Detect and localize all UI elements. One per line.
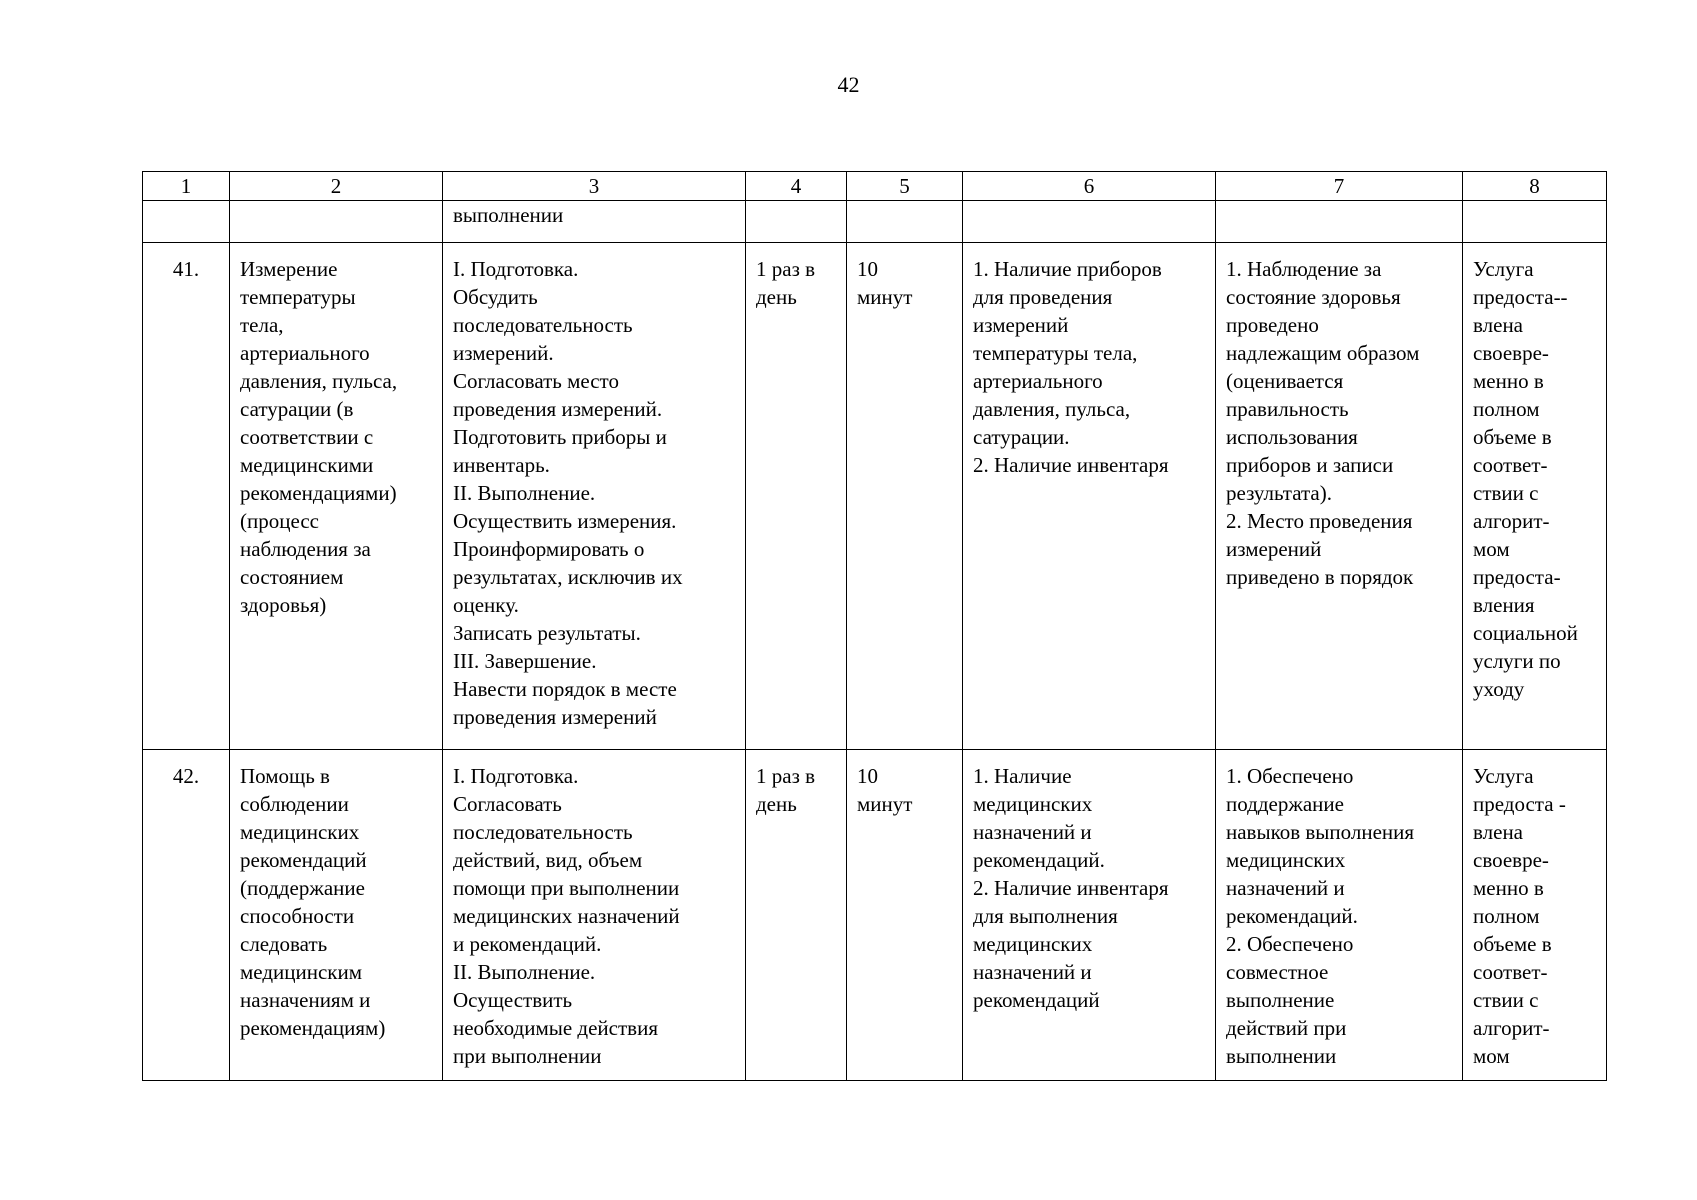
column-header: 7 (1216, 172, 1463, 201)
conditions-cell: 1. Наличие медицинских назначений и рекомендаций. 2. Наличие инвентаря для выполнения медицинских назначений и рекомендаций (963, 750, 1216, 1081)
table-cell (847, 201, 963, 243)
table-cell (963, 201, 1216, 243)
frequency-cell: 1 раз в день (746, 243, 847, 750)
service-description-cell: I. Подготовка. Согласовать последовательность действий, вид, объем помощи при выполнении медицинских назначений и рекомендаций. II. Выполнение. Осуществить необходимые действия при выполнении (443, 750, 746, 1081)
table-row (143, 243, 1607, 750)
column-header: 8 (1463, 172, 1607, 201)
results-cell: 1. Обеспечено поддержание навыков выполнения медицинских назначений и рекомендаций. 2. Обеспечено совместное выполнение действий при выполнении (1216, 750, 1463, 1081)
row-number: 42. (143, 750, 230, 1081)
evaluation-cell: Услуга предоста - влена своевре- менно в полном объеме в соответ- ствии с алгорит- мом (1463, 750, 1607, 1081)
conditions-cell: 1. Наличие приборов для проведения измерений температуры тела, артериального давления, пульса, сатурации. 2. Наличие инвентаря (963, 243, 1216, 750)
frequency-cell: 1 раз в день (746, 750, 847, 1081)
service-name-cell: Измерение температуры тела, артериального давления, пульса, сатурации (в соответствии с медицинскими рекомендациями) (процесс наблюдения за состоянием здоровья) (230, 243, 443, 750)
table-cell (1463, 201, 1607, 243)
table-cell (230, 201, 443, 243)
table-cell: выполнении (443, 201, 746, 243)
duration-cell: 10 минут (847, 750, 963, 1081)
column-header: 1 (143, 172, 230, 201)
table-cell (143, 201, 230, 243)
duration-cell: 10 минут (847, 243, 963, 750)
continuation-row (143, 201, 1607, 243)
column-header: 4 (746, 172, 847, 201)
page-number: 42 (837, 72, 860, 97)
services-table (142, 171, 1607, 1081)
service-description-cell: I. Подготовка. Обсудить последовательность измерений. Согласовать место проведения измерений. Подготовить приборы и инвентарь. II. Выполнение. Осуществить измерения. Проинформировать о результатах, исключив их оценку. Записать результаты. III. Завершение. Навести порядок в месте проведения измерений (443, 243, 746, 750)
evaluation-cell: Услуга предоста-- влена своевре- менно в полном объеме в соответ- ствии с алгорит- мом предоста- вления социальной услуги по уходу (1463, 243, 1607, 750)
column-header: 3 (443, 172, 746, 201)
results-cell: 1. Наблюдение за состояние здоровья проведено надлежащим образом (оценивается правильность использования приборов и записи результата). 2. Место проведения измерений приведено в порядок (1216, 243, 1463, 750)
column-header: 2 (230, 172, 443, 201)
service-name-cell: Помощь в соблюдении медицинских рекомендаций (поддержание способности следовать медицинским назначениям и рекомендациям) (230, 750, 443, 1081)
column-header: 5 (847, 172, 963, 201)
row-number: 41. (143, 243, 230, 750)
table-row (143, 750, 1607, 1081)
table-cell (746, 201, 847, 243)
column-header: 6 (963, 172, 1216, 201)
table-cell (1216, 201, 1463, 243)
table-header-row (143, 172, 1607, 201)
